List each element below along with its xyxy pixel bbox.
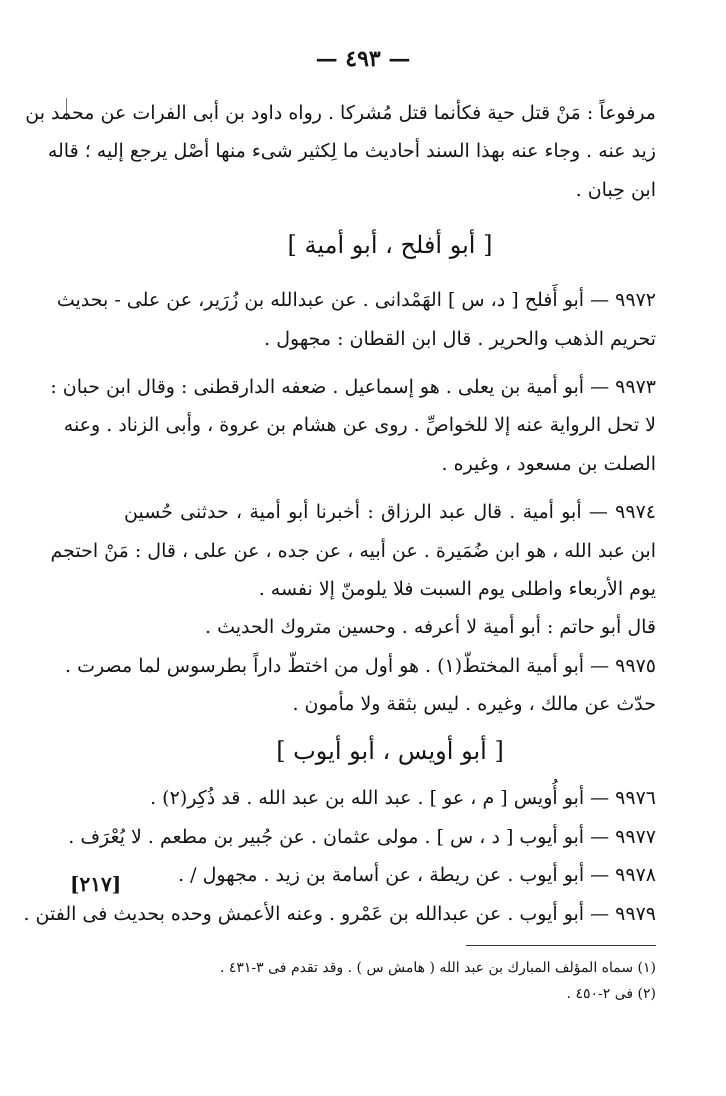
text-line: مرفوعاً : مَنْ قتل حية فكأنما قتل مُشركا . رواه داود بن أبى الفرات عن محمد بن xyxy=(25,102,656,124)
entry-9973-line: ٩٩٧٣ — أبو أمية بن يعلى . هو إسماعيل . ضعفه الدارقطنى : وقال ابن حبان : xyxy=(50,375,656,398)
entry-9974-line: يوم الأربعاء واطلى يوم السبت فلا يلومنّ إلا نفسه . xyxy=(258,577,656,600)
entry-9976: ٩٩٧٦ — أبو أُويس [ م ، عو ] . عبد الله بن عبد الله . قد ذُكِر(٢) . xyxy=(150,787,656,810)
entry-9972-line: تحريم الذهب والحرير . قال ابن القطان : مجهول . xyxy=(264,327,656,350)
entry-9974-line: ٩٩٧٤ — أبو أمية . قال عبد الرزاق : أخبرنا أبو أمية ، حدثنى حُسين xyxy=(124,501,656,524)
entry-9978: ٩٩٧٨ — أبو أيوب . عن ريطة ، عن أسامة بن زيد . مجهول / . xyxy=(178,864,656,887)
text-line: ابن حِبان . xyxy=(575,178,656,201)
footnote-2: (٢) فى ٢-٤٥٠ . xyxy=(566,986,656,1002)
section-heading-abu-uways: [ أبو أويس ، أبو أيوب ] xyxy=(276,737,504,766)
section-heading-abu-aflah: [ أبو أفلح ، أبو أمية ] xyxy=(287,231,493,260)
entry-9974-note: قال أبو حاتم : أبو أمية لا أعرفه . وحسين متروك الحديث . xyxy=(205,616,656,639)
entry-9972-line: ٩٩٧٢ — أبو أَفلح [ د، س ] الهَمْدانى . عن عبدالله بن زُرَير، عن على - بحديث xyxy=(56,289,656,312)
margin-page-reference: [٢١٧] xyxy=(70,872,122,896)
entry-9975-line: حدّث عن مالك ، وغيره . ليس بثقة ولا مأمون . xyxy=(292,693,656,716)
entry-9975-line: ٩٩٧٥ — أبو أمية المختطّ(١) . هو أول من اختطّ داراً بطرسوس لما مصرت . xyxy=(65,654,656,677)
footnote-1: (١) سماه المؤلف المبارك بن عبد الله ( هامش س ) . وقد تقدم فى ٣-٤٣١ . xyxy=(219,960,656,976)
entry-9973-line: الصلت بن مسعود ، وغيره . xyxy=(441,452,656,475)
entry-9977: ٩٩٧٧ — أبو أيوب [ د ، س ] . مولى عثمان . عن جُبير بن مطعم . لا يُعْرَف . xyxy=(68,825,656,848)
entry-9974-line: ابن عبد الله ، هو ابن ضُمَيرة . عن أبيه ، عن جده ، عن على ، قال : مَنْ احتجم xyxy=(50,539,656,562)
footnote-divider xyxy=(466,945,656,946)
entry-9973-line: لا تحل الرواية عنه إلا للخواصِّ . روى عن هشام بن عروة ، وأبى الزناد . وعنه xyxy=(63,414,656,437)
text-line: زيد عنه . وجاء عنه بهذا السند أحاديث ما لِكثير شىء منها أصْل يرجع إليه ؛ قاله xyxy=(47,140,656,163)
footnotes xyxy=(124,955,656,1007)
entry-9979: ٩٩٧٩ — أبو أيوب . عن عبدالله بن عَمْرو . وعنه الأعمش وحده بحديث فى الفتن . xyxy=(23,902,656,925)
page-number-header: — ٤٩٣ — xyxy=(315,46,411,72)
